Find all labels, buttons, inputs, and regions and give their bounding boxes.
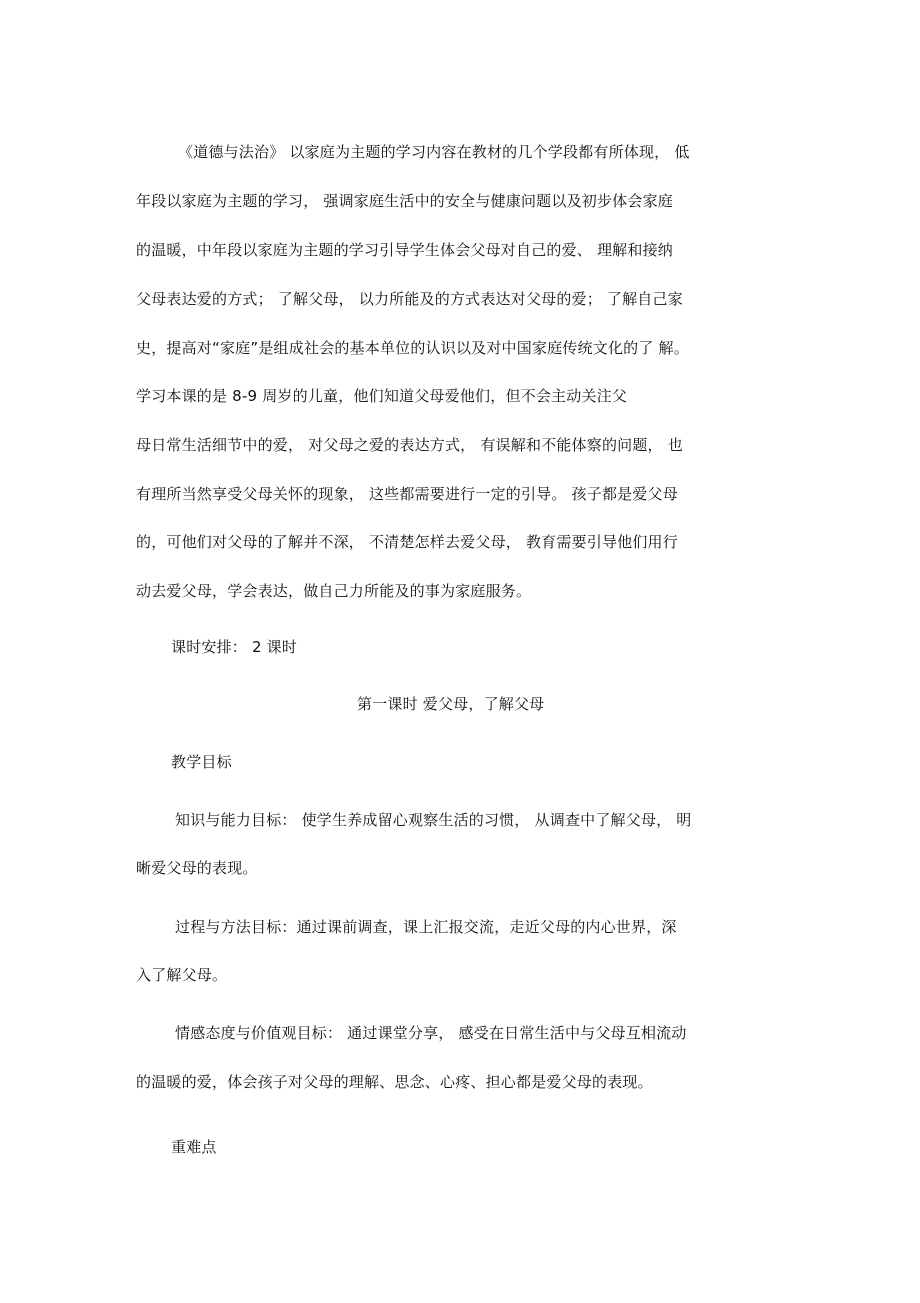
lesson-title: 第一课时 爱父母，了解父母 xyxy=(357,695,545,713)
intro-line-7: 母日常生活细节中的爱， 对父母之爱的表达方式， 有误解和不能体察的问题， 也 xyxy=(136,436,683,454)
intro-line-9: 的，可他们对父母的了解并不深， 不清楚怎样去爱父母， 教育需要引导他们用行 xyxy=(136,533,678,551)
knowledge-objective-line-2: 晰爱父母的表现。 xyxy=(136,859,258,877)
intro-line-10: 动去爱父母，学会表达，做自己力所能及的事为家庭服务。 xyxy=(136,582,532,600)
emotion-objective-line-2: 的温暖的爱，体会孩子对父母的理解、思念、心疼、担心都是爱父母的表现。 xyxy=(136,1073,653,1091)
key-points-heading: 重难点 xyxy=(171,1138,217,1156)
emotion-objective-line-1: 情感态度与价值观目标： 通过课堂分享， 感受在日常生活中与父母互相流动 xyxy=(175,1024,687,1042)
objectives-heading: 教学目标 xyxy=(171,753,232,771)
intro-line-4: 父母表达爱的方式； 了解父母， 以力所能及的方式表达对父母的爱； 了解自己家 xyxy=(136,290,683,308)
intro-line-3: 的温暖，中年段以家庭为主题的学习引导学生体会父母对自己的爱、 理解和接纳 xyxy=(136,241,673,259)
intro-line-1: 《道德与法治》 以家庭为主题的学习内容在教材的几个学段都有所体现， 低 xyxy=(178,143,690,161)
intro-line-2: 年段以家庭为主题的学习， 强调家庭生活中的安全与健康问题以及初步体会家庭 xyxy=(136,192,673,210)
process-objective-line-2: 入了解父母。 xyxy=(136,966,228,984)
process-objective-line-1: 过程与方法目标：通过课前调查，课上汇报交流，走近父母的内心世界，深 xyxy=(175,918,677,936)
knowledge-objective-line-1: 知识与能力目标： 使学生养成留心观察生活的习惯， 从调查中了解父母， 明 xyxy=(175,811,692,829)
intro-line-5: 史，提高对“家庭”是组成社会的基本单位的认识以及对中国家庭传统文化的了 解。 xyxy=(136,339,689,357)
intro-line-6: 学习本课的是 8-9 周岁的儿童，他们知道父母爱他们，但不会主动关注父 xyxy=(136,387,628,405)
schedule-line: 课时安排： 2 课时 xyxy=(171,638,298,656)
intro-line-8: 有理所当然享受父母关怀的现象， 这些都需要进行一定的引导。 孩子都是爱父母 xyxy=(136,485,678,503)
